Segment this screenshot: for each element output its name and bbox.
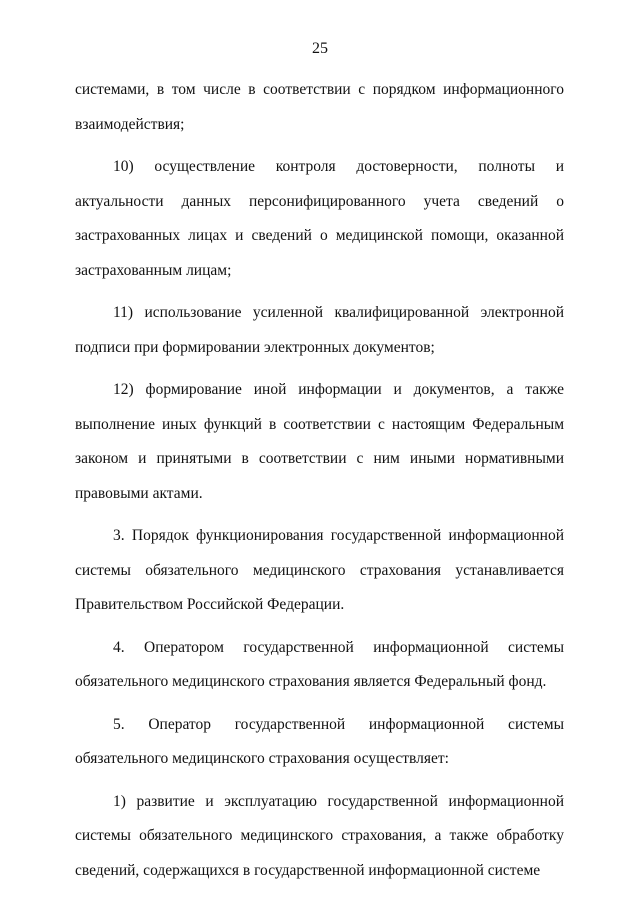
section-5-paragraph: 5. Оператор государственной информационной системы обязательного медицинского страхования осуществляет: bbox=[75, 715, 564, 767]
list-item-10: 10) осуществление контроля достоверности, полноты и актуальности данных персонифицированного учета сведений о застрахованных лицах и сведений о медицинской помощи, оказанной застрахованным лицам; bbox=[75, 158, 564, 279]
section-4-paragraph: 4. Оператором государственной информационной системы обязательного медицинского страхования является Федеральный фонд. bbox=[75, 638, 564, 690]
list-item-12: 12) формирование иной информации и документов, а также выполнение иных функций в соответствии с настоящим Федеральным законом и принятыми в соответствии с ним иными нормативными правовыми актами. bbox=[75, 381, 564, 502]
paragraph-continuation: системами, в том числе в соответствии с порядком информационного взаимодействия; bbox=[75, 81, 564, 133]
section-3-paragraph: 3. Порядок функционирования государственной информационной системы обязательного медицинского страхования устанавливается Правительством Российской Федерации. bbox=[75, 527, 564, 613]
list-item-11: 11) использование усиленной квалифицированной электронной подписи при формировании электронных документов; bbox=[75, 304, 564, 356]
document-body bbox=[75, 73, 564, 889]
section-5-item-1: 1) развитие и эксплуатацию государственной информационной системы обязательного медицинского страхования, а также обработку сведений, содержащихся в государственной информационной системе bbox=[75, 792, 564, 879]
page-number: 25 bbox=[312, 40, 328, 57]
